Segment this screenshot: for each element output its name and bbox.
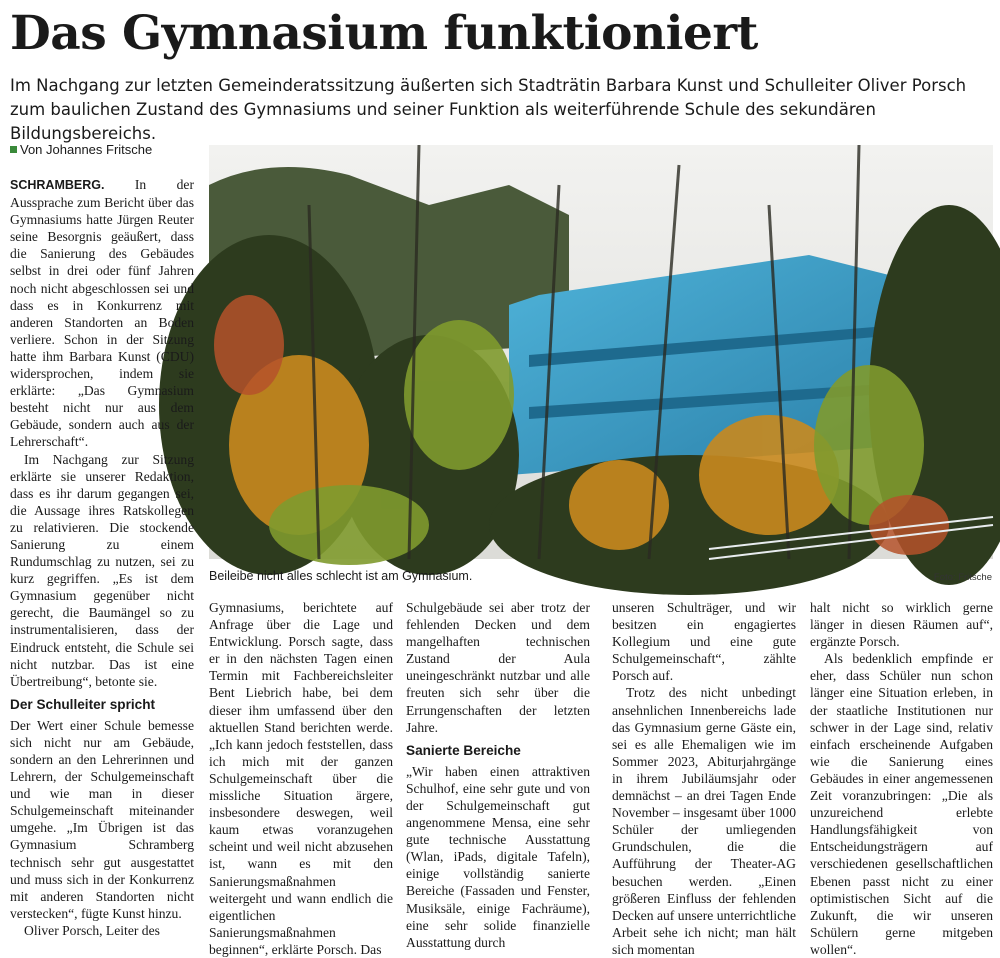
paragraph: Schulgebäude sei aber trotz der fehlenden Decken und dem mangelhaften technischen Zustand der Aula uneingeschränkt nutzbar und alle freuten sich sehr über die Errungenschaften der letzten Jahre. (406, 600, 590, 735)
paragraph: Im Nachgang zur Sitzung erklärte sie unserer Redaktion, dass es ihr darum gegangen sei, die Aussage ihres Ratskollegen zu relativieren. Die stockende Sanierung zu einem Rundumschlag zu nutzen, sei zu kurz gegriffen. „Es ist dem Gymnasium gegenüber nicht gerecht, die Baumängel so zu instrumentalisieren, dass der Eindruck entsteht, die Schule sei nicht nutzbar. Das ist eine Übertreibung“, betonte sie. (10, 451, 194, 689)
paragraph: halt nicht so wirklich gerne länger in diesen Räumen auf“, ergänzte Porsch. (810, 600, 993, 650)
green-square-icon (10, 146, 17, 153)
paragraph: Oliver Porsch, Leiter des (24, 922, 160, 938)
text-column-5 (810, 599, 993, 957)
paragraph: „Wir haben einen attraktiven Schulhof, eine sehr gute und von der Schulgemeinschaft gut angenommene Mensa, eine sehr gute technische Ausstattung (Wlan, iPads, digitale Tafeln), einige vollständig sanierte Bereiche (Fassaden und Fenster, Musiksäle, einige Fachräume), eine sehr solide finanzielle Ausstattung durch (406, 763, 590, 950)
paragraph: Als bedenklich empfinde er eher, dass Schüler nun schon länger eine Situation erleben, in der staatliche Institutionen nur schwer in der Lage sind, relativ einfach erscheinende Aufgaben wie die Sanierung eines Gebäudes in einer angemessenen Zeit voranzubringen: „Die als unzureichend erlebte Handlungsfähigkeit von Entscheidungsträgern auf verschiedenen gesellschaftlichen Ebenen passt nicht zu einer optimistischen Sicht auf die Zukunft, die wir unseren Schülern gerne mitgeben wollen“. (810, 651, 993, 957)
paragraph: unseren Schulträger, und wir besitzen ein engagiertes Kollegium und eine gute Schulgemeinschaft“, zählte Porsch auf. (612, 600, 796, 684)
subheading: Der Schulleiter spricht (10, 696, 156, 712)
lead-paragraph: Im Nachgang zur letzten Gemeinderatssitzung äußerten sich Stadträtin Barbara Kunst und Schulleiter Oliver Porsch zum baulichen Zustand des Gymnasiums und seiner Funktion als weiterführende Schule des sekundären Bildungsbereichs. (10, 76, 967, 143)
paragraph: Der Wert einer Schule bemesse sich nicht nur am Gebäude, sondern an den Lehrerinnen und Lehrern, der Schulgemeinschaft und wie man in dieser Schulgemeinschaft miteinander umgehe. „Im Übrigen ist das Gymnasium Schramberg technisch sehr gut ausgestattet und muss sich in der Konkurrenz mit anderen Standorten nicht verstecken“, fügte Kunst hinzu. (10, 717, 194, 921)
photo-credit: Foto: Fritsche (933, 572, 992, 583)
byline-text: Von Johannes Fritsche (20, 142, 153, 157)
paragraph-text: In der Aussprache zum Bericht über das Gymnasiums hatte Jürgen Reuter seine Besorgnis geäußert, dass die Sanierung des Gebäudes selbst in drei oder fünf Jahren noch nicht abgeschlossen sei und dass es in Konkurrenz mit anderen Standorten an Boden verliere. Schon in der Sitzung hatte ihm Barbara Kunst (CDU) widersprochen, indem sie erklärte: „Das Gymnasium besteht nicht nur aus dem Gebäude, sondern auch aus der Lehrerschaft“. (10, 177, 194, 450)
paragraph: Trotz des nicht unbedingt ansehnlichen Innenbereichs lade das Gymnasium gerne Gäste ein, sei es alle Ehemaligen wie im Sommer 2023, Abiturjahrgänge in ihrem Jubiläumsjahr oder demnächst – an drei Tagen Ende November – insgesamt über 1000 Schüler der umliegenden Grundschulen, die die Aufführung der Theater-AG besuchen werden. „Einen größeren Einfluss der fehlenden Decken auf unsere unterrichtliche Arbeit sehe ich nicht; man hält sich momentan (612, 685, 796, 957)
byline (10, 142, 152, 158)
text-column-2 (209, 599, 393, 957)
article-photo (209, 145, 993, 559)
text-column-1 (10, 176, 194, 941)
text-column-3 (406, 599, 590, 950)
headline: Das Gymnasium funktioniert (10, 6, 758, 61)
dateline: SCHRAMBERG. (10, 178, 105, 192)
text-column-4 (612, 599, 796, 957)
photo-caption: Beileibe nicht alles schlecht ist am Gymnasium. (209, 569, 473, 583)
paragraph: Gymnasiums, berichtete auf Anfrage über die Lage und Entwicklung. Porsch sagte, dass er in den nächsten Tagen einen Termin mit Fachbereichsleiter Bent Liebrich habe, bei dem dieser ihm umfassend über den aktuellen Stand berichten werde. „Ich kann jedoch feststellen, dass ich mich mit der ganzen Schulgemeinschaft über die missliche Situation ärgere, insbesondere deswegen, weil kaum etwas voranzugehen scheint und weil nicht abzusehen ist, wann es mit den Sanierungsmaßnahmen weitergeht und wann endlich die eigentlichen Sanierungsmaßnahmen beginnen“, erklärte Porsch. Das (209, 600, 393, 957)
paragraph (10, 176, 194, 451)
subheading: Sanierte Bereiche (406, 742, 521, 758)
